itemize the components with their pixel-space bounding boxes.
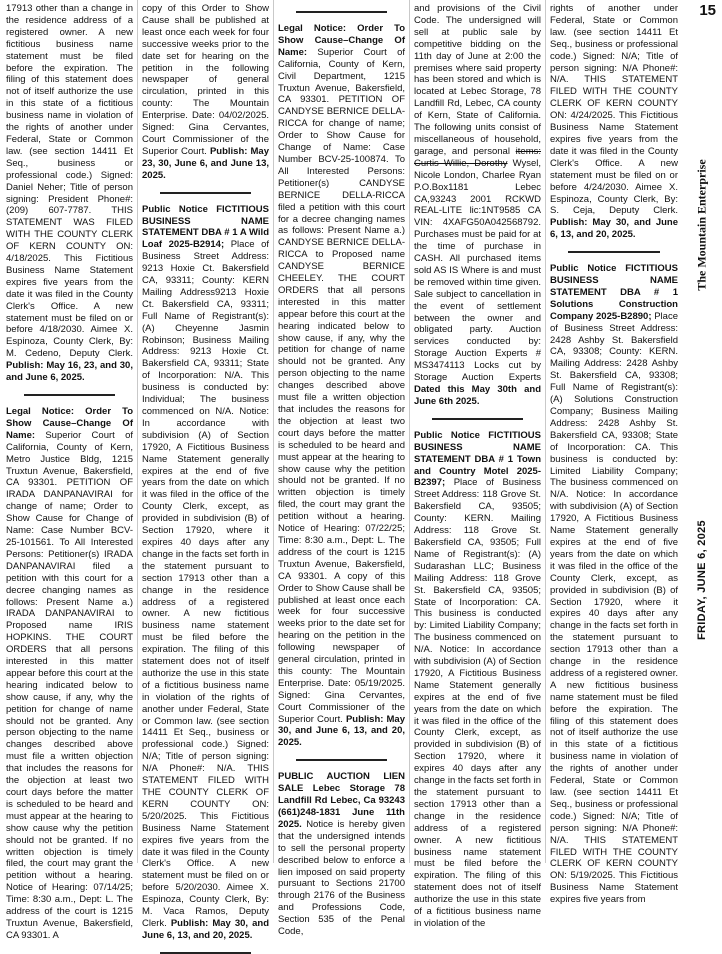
notice-body bbox=[142, 3, 269, 182]
column-2 bbox=[138, 0, 274, 941]
name-change-notice bbox=[278, 23, 405, 749]
notice-separator bbox=[432, 418, 523, 420]
notice-body bbox=[550, 263, 678, 906]
notice-body bbox=[414, 430, 541, 930]
notice-separator bbox=[160, 952, 251, 954]
notice-text: Notice is hereby given that the undersigned intends to sell the personal property described below to enforce a lien imposed on said property pursuant to Sections 21700 through 2176 of the Business and Professions Code, Section 535 of the Penal Code, bbox=[278, 818, 405, 938]
notice-body bbox=[6, 3, 133, 384]
notice-body bbox=[550, 3, 678, 241]
struck-text: items: Curtis Willie, Dorothy bbox=[414, 145, 541, 169]
notice-separator bbox=[160, 192, 251, 194]
fictitious-business-notice-continued bbox=[6, 3, 133, 384]
notice-text: and provisions of the Civil Code. The undersigned will sell at public sale by competitive bidding on the 11th day of June at 2:00 the premises where said property has been stored and which is located at Lebec Storage, 78 Landfill Rd, Lebec, CA county of Kern, State of California. The following units consist of miscellaneous of household, garage, and personal bbox=[414, 3, 541, 157]
column-3 bbox=[274, 0, 410, 938]
notice-heading: PUBLIC AUCTION LIEN SALE Lebec Storage 78 Landfill Rd Lebec, Ca 93243 (661)248-1831 June 11th 2025. bbox=[278, 771, 405, 830]
column-1 bbox=[2, 0, 138, 941]
notice-body bbox=[6, 406, 133, 942]
notice-body bbox=[142, 204, 269, 942]
publish-dates: Publish: May 16, 23, and 30, and June 6, 2025. bbox=[6, 360, 133, 384]
notice-text: Superior Court of California, County of Kern, Civil Department, 1215 Truxtun Avenue, Bakersfield, CA 93301. PETITION OF CANDYSE BERNICE DELLA-RICCA for change of name; Order to Show Cause for Change of Name: Case Number BCV-25-100874. To All Interested Persons: Petitioner(s) CANDYSE BERNICE DELLA-RICCA filed a petition with this court for a decree changing names as follows: Present Name a.) CANDYSE BERNICE DELLA-RICCA to Proposed name CANDYSE BERNICE CHEELEY. THE COURT ORDERS that all persons interested in this matter appear before this court at the hearing indicated below to show cause, if any, why the petition for change of name should not be granted. Any person objecting to the name changes described above must file a written objection that includes the reasons for the objection at least two court days before the matter is scheduled to be heard and must appear at the hearing to show cause why the petition should not be granted. If no written objection is timely filed, the court may grant the petition without a hearing. Notice of Hearing: 07/22/25; Time: 8:30 a.m., Dept: L. The address of the court is 1215 Truxtun Avenue, Bakersfield, CA 93301. A copy of this Order to Show Cause shall be published at least once each week for four successive weeks prior to the date set for hearing on the petition in the following newspaper of general circulation, printed in this county: The Mountain Enterprise. Date: 05/19/2025. Signed: Gina Cervantes, Court Commissioner of the Superior Court. bbox=[278, 46, 405, 725]
fictitious-business-notice bbox=[142, 204, 269, 942]
legal-notices-columns bbox=[2, 0, 682, 941]
notice-heading: Legal Notice: Order To Show Cause–Change Of Name: bbox=[278, 23, 405, 58]
notice-text: Place of Business Street Address: 9213 Hoxie Ct. Bakersfield CA, 93311; County: KERN Mailing Address9213 Hoxie Ct. Bakersfield CA, 93311; Full Name of Registrant(s): (A) Cheyenne Jasmin Robinson; Business Mailing Address: 9213 Hoxie Ct. Bakersfield CA, 93311; State of Incorporation: N/A. This business is conducted by: Individual; The business commenced on N/A. Notice: In accordance with subdivision (A) of Section 17920, A Fictitious Business Name Statement generally expires at the end of five years from the date on which it was filed in the office of the County Clerk, except, as provided in subdivision (B) of Section 17920, where it expires 40 days after any change in the facts set forth in the statement pursuant to section 17913 other than a change in the residence address of a registered owner. A new fictitious business name statement must be filed before the expiration. The filing of this statement does not of itself authorize the use in this state of a fictitious business name in violation of the rights of another under Federal, State or Common law. (see section 14411 Et Seq., business or professional code.) Signed: N/A; Title of person signing: N/A Phone#: N/A. THIS STATEMENT FILED WITH THE COUNTY CLERK OF KERN COUNTY ON: 5/20/2025. This Fictitious Business Name Statement expires five years from the date it was filed in the County Clerk's Office. A new statement must be filed on or before 5/20/2030. Aimee X. Espinoza, County Clerk, By: M. Vaca Ramos, Deputy Clerk. bbox=[142, 239, 269, 929]
publish-dates: Publish: May 30, and June 6, 13, and 20, 2025. bbox=[278, 713, 405, 749]
notice-body bbox=[278, 771, 405, 938]
publish-dates: Publish: May 30, and June 6, 13, and 20, 2025. bbox=[142, 917, 269, 941]
page-sidebar bbox=[682, 0, 722, 863]
lien-sale-notice-continued bbox=[414, 3, 541, 408]
notice-text: Place of Business Street Address: 118 Grove St. Bakersfield CA, 93505; County: KERN. Mailing Address: 118 Grove St. Bakersfield CA, 93505; Full Name of Registrant(s): (A) Sudarashan LLC; Business Mailing Address: 118 Grove St. Bakersfield CA, 93505; State of Incorporation: CA. This business is conducted by: Limited Liability Company; The business commenced on N/A. Notice: In accordance with subdivision (A) of Section 17920, A Fictitious Business Name Statement generally expires at the end of five years from the date on which it was filed in the office of the County Clerk, except, as provided in subdivision (B) of Section 17920, where it expires 40 days after any change in the facts set forth in the statement pursuant to section 17913 other than a change in the residence address of a registered owner. A new fictitious business name statement must be filed before the expiration. The filing of this statement does not of itself authorize the use in this state of a fictitious business name in violation of the bbox=[414, 477, 541, 929]
notice-text: 17913 other than a change in the residence address of a registered owner. A new fictitious business name statement must be filed before the expiration. The filing of this statement does not of itself authorize the use in this state of a fictitious business name in violation of the rights of another under Federal, State or Common law. (see section 14411 Et Seq., business or professional code.) Signed: Daniel Neher; Title of person signing: President Phone#: (209) 607-7787. THIS STATEMENT WAS FILED WITH THE COUNTY CLERK OF KERN COUNTY ON: 4/18/2025. This Fictitious Business Name Statement expires five years from the date it was filed in the County Clerk's Office. A new statement must be filed on or before 4/18/2030. Aimee X. Espinoza, County Clerk, By: M. Cedeno, Deputy Clerk. bbox=[6, 3, 133, 360]
page-number: 15 bbox=[699, 2, 716, 19]
notice-text: Superior Court of California, County of Kern, Metro Justice Bldg, 1215 Truxtun Avenue, Bakersfield, CA 93301. PETITION OF IRADA DANPANAVIRAI for change of name; Order to Show Cause for Change of Name: Case Number BCV-25-101561. To All Interested Persons: Petitioner(s) IRADA DANPANAVIRAI filed a petition with this court for a decree changing names as follows: Present Name a.) IRADA DANPANAVIRAI to Proposed name IRIS HOPKINS. THE COURT ORDERS that all persons interested in this matter appear before this court at the hearing indicated below to show cause, if any, why the petition for change of name should not be granted. Any person objecting to the name changes described above must file a written objection that includes the reasons for the objection at least two court days before the matter is scheduled to be heard and must appear at the hearing to show cause why the petition should not be granted. If no written objection is timely filed, the court may grant the petition without a hearing. Notice of Hearing: 07/14/25; Time: 8:30 a.m., Dept: L. The address of the court is 1215 Truxtun Avenue, Bakersfield, CA 93301. A bbox=[6, 429, 133, 941]
column-4 bbox=[410, 0, 546, 929]
notice-separator bbox=[296, 759, 387, 761]
column-5 bbox=[546, 0, 682, 906]
notice-body bbox=[414, 3, 541, 408]
notice-text: Place of Business Street Address: 2428 Ashby St. Bakersfield CA, 93308; County: KERN. Mailing Address: 2428 Ashby St. Bakersfield CA, 93308; Full Name of Registrant(s): (A) Solutions Construction Company; Business Mailing Address: 2428 Ashby St. Bakersfield CA, 93308; State of Incorporation: CA. This business is conducted by: Limited Liability Company; The business commenced on N/A. Notice: In accordance with subdivision (A) of Section 17920, A Fictitious Business Name Statement generally expires at the end of five years from the date on which it was filed in the office of the County Clerk, except, as provided in subdivision (B) of Section 17920, where it expires 40 days after any change in the facts set forth in the statement pursuant to section 17913 other than a change in the residence address of a registered owner. A new fictitious business name statement must be filed before the expiration. The filing of this statement does not of itself authorize the use in this state of a fictitious business name in violation of the rights of another under Federal, State or Common law. (see section 14411 Et Seq., business or professional code.) Signed: N/A; Title of person signing: N/A Phone#: N/A. THIS STATEMENT FILED WITH THE COUNTY CLERK OF KERN COUNTY ON: 5/19/2025. This Fictitious Business Name Statement expires five years from bbox=[550, 310, 678, 906]
notice-separator bbox=[296, 11, 387, 13]
publish-dates: Dated this May 30th and June 6th 2025. bbox=[414, 384, 541, 407]
dateline-text: FRIDAY, JUNE 6, 2025 bbox=[696, 520, 708, 640]
dateline bbox=[684, 500, 720, 660]
masthead bbox=[684, 150, 720, 300]
notice-text: copy of this Order to Show Cause shall be published at least once each week for four successive weeks prior to the date set for hearing on the petition in the following newspaper of general circulation, printed in this county: The Mountain Enterprise. Date: 04/02/2025. Signed: Gina Cervantes, Court Commissioner of the Superior Court. bbox=[142, 3, 269, 157]
masthead-title: The Mountain Enterprise bbox=[694, 159, 709, 291]
notice-text: Wysel, Nicole London, Charlee Ryan P.O.Box1181 Lebec CA,93243 2001 RCKWD REAL-LITE lic:1NT9585 CA VIN: 4XAFG50A042568792. Purchases must be paid for at the time of purchase in CASH. All purchased items sold AS IS Where is and must be removed within time given. Sale subject to cancellation in the event of settlement between the owner and obligated party. Auction services conducted by: Storage Auction Experts # MS3474113 Locks cut by Storage Auction Experts bbox=[414, 157, 541, 384]
notice-heading: Legal Notice: Order To Show Cause–Change Of Name: bbox=[6, 406, 133, 441]
notice-separator bbox=[568, 251, 660, 253]
notice-separator bbox=[24, 394, 115, 396]
notice-text: rights of another under Federal, State or Common law. (see section 14411 Et Seq., business or professional code.) Signed: N/A; Title of person signing: N/A Phone#: N/A. THIS STATEMENT FILED WITH THE COUNTY CLERK OF KERN COUNTY ON: 4/24/2025. This Fictitious Business Name Statement expires five years from the date it was filed in the County Clerk's Office. A new statement must be filed on or before 4/24/2030. Aimee X. Espinoza, County Clerk, By: S. Ceja, Deputy Clerk. bbox=[550, 3, 678, 217]
notice-heading: Public Notice FICTITIOUS BUSINESS NAME STATEMENT DBA # 1 Solutions Construction Company 2025-B2890; bbox=[550, 263, 678, 322]
name-change-notice bbox=[6, 406, 133, 942]
publish-dates: Publish: May 30, and June 6, 13, and 20, 2025. bbox=[550, 217, 678, 241]
notice-heading: Public Notice FICTITIOUS BUSINESS NAME STATEMENT DBA # 1 Town and Country Motel 2025-B2397; bbox=[414, 429, 541, 489]
notice-heading: Public Notice FICTITIOUS BUSINESS NAME STATEMENT DBA # 1 A Wild Loaf 2025-B2914; bbox=[142, 203, 269, 251]
fictitious-business-notice bbox=[414, 430, 541, 930]
publish-dates: Publish: May 23, 30, June 6, and June 13, 2025. bbox=[142, 145, 269, 181]
fictitious-business-notice bbox=[550, 263, 678, 906]
lien-sale-notice bbox=[278, 771, 405, 938]
name-change-notice-continued bbox=[142, 3, 269, 182]
fictitious-business-notice-continued bbox=[550, 3, 678, 241]
notice-body bbox=[278, 23, 405, 749]
